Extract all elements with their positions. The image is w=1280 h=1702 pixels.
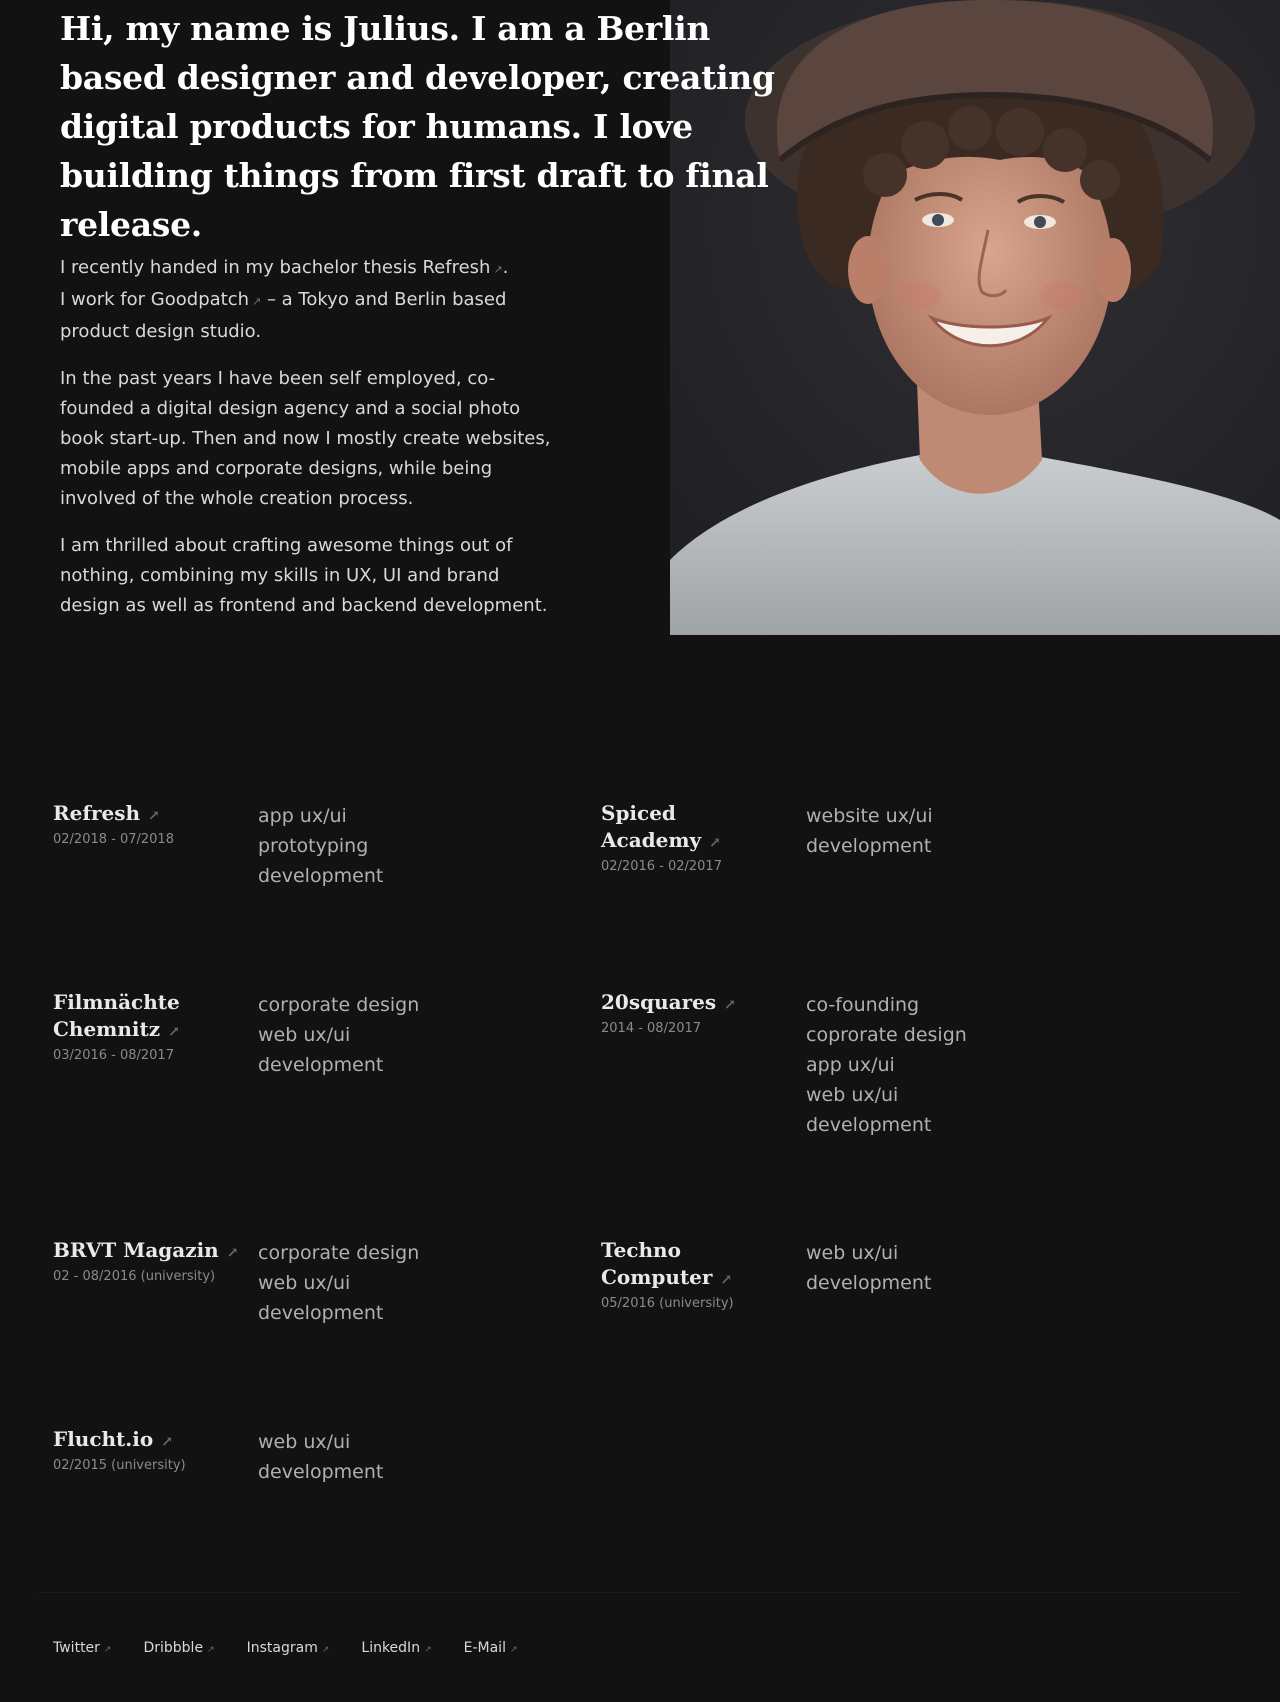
dribbble-link-label: Dribbble xyxy=(143,1640,204,1656)
intro-text-segment: – a Tokyo and Berlin based product design studio. xyxy=(60,289,507,342)
project-tag: development xyxy=(258,1054,384,1076)
external-link-icon: ↗ xyxy=(207,1645,215,1655)
project-item xyxy=(53,989,593,1076)
project-date: 02/2018 - 07/2018 xyxy=(53,832,174,847)
external-link-icon: ↗ xyxy=(509,1645,518,1655)
project-tag: development xyxy=(258,1461,384,1483)
project-tag: development xyxy=(806,1114,932,1136)
project-date: 03/2016 - 08/2017 xyxy=(53,1048,174,1063)
project-tag: coprorate design xyxy=(806,1024,967,1046)
footer-social-links xyxy=(53,1638,550,1660)
project-link[interactable] xyxy=(53,1237,253,1267)
project-date: 05/2016 (university) xyxy=(601,1296,734,1311)
project-link[interactable] xyxy=(601,989,791,1019)
project-item xyxy=(601,989,1141,1136)
intro-paragraph-3: I am thrilled about crafting awesome things out of nothing, combining my skills in UX, UI and brand design as well as frontend and backend development. xyxy=(60,535,548,616)
project-tag: development xyxy=(806,835,932,857)
intro-text xyxy=(60,253,560,638)
footer-divider xyxy=(38,1592,1240,1593)
instagram-link-label: Instagram xyxy=(246,1640,318,1656)
intro-paragraph-1 xyxy=(60,253,560,347)
project-name: Refresh xyxy=(53,801,141,825)
hero-title: Hi, my name is Julius. I am a Berlin based designer and developer, creating digital products for humans. I love building things from first draft to final release. xyxy=(60,9,775,244)
project-date: 02/2015 (university) xyxy=(53,1458,186,1473)
external-link-icon: ↗ xyxy=(161,1434,173,1450)
external-link-icon: ↗ xyxy=(168,1024,180,1040)
project-tags xyxy=(258,1238,419,1328)
goodpatch-link-label: Goodpatch xyxy=(150,289,250,310)
project-tags xyxy=(806,801,933,861)
twitter-link-label: Twitter xyxy=(53,1640,100,1656)
external-link-icon: ↗ xyxy=(493,263,503,276)
project-name: BRVT Magazin xyxy=(53,1238,219,1262)
linkedin-link[interactable] xyxy=(361,1638,431,1660)
external-link-icon: ↗ xyxy=(321,1645,330,1655)
project-link[interactable] xyxy=(601,1237,806,1294)
project-tag: corporate design xyxy=(258,1242,420,1264)
project-name: Filmnächte Chemnitz xyxy=(53,990,180,1041)
project-tag: development xyxy=(258,865,384,887)
project-tag: app ux/ui xyxy=(806,1054,895,1076)
intro-paragraph-2: In the past years I have been self employed, co-founded a digital design agency and a social photo book start-up. Then and now I mostly create websites, mobile apps and corporate designs, while being involved of the whole creation process. xyxy=(60,368,551,509)
project-tags xyxy=(258,990,419,1080)
external-link-icon: ↗ xyxy=(148,808,160,824)
instagram-link[interactable] xyxy=(247,1638,330,1660)
linkedin-link-label: LinkedIn xyxy=(361,1640,421,1656)
intro-text-segment: . xyxy=(502,257,509,278)
project-tag: corporate design xyxy=(258,994,420,1016)
project-link[interactable] xyxy=(601,800,801,857)
external-link-icon: ↗ xyxy=(226,1245,239,1261)
twitter-link[interactable] xyxy=(53,1638,111,1660)
project-tag: development xyxy=(806,1272,932,1294)
project-item xyxy=(601,800,1141,874)
goodpatch-link[interactable] xyxy=(151,289,261,310)
project-tag: web ux/ui xyxy=(258,1431,351,1453)
external-link-icon: ↗ xyxy=(724,997,736,1013)
project-tags xyxy=(806,990,967,1140)
project-date: 02 - 08/2016 (university) xyxy=(53,1269,216,1284)
project-tags xyxy=(806,1238,931,1298)
project-link[interactable] xyxy=(53,800,243,830)
project-tag: web ux/ui xyxy=(806,1084,899,1106)
external-link-icon: ↗ xyxy=(720,1272,733,1288)
project-item xyxy=(53,1426,593,1483)
project-item xyxy=(53,1237,593,1324)
project-tag: web ux/ui xyxy=(258,1272,351,1294)
projects-list xyxy=(53,800,1203,1540)
intro-text-segment: I work for xyxy=(60,289,151,310)
project-tags xyxy=(258,1427,383,1487)
project-link[interactable] xyxy=(53,989,203,1046)
intro-text-segment: I recently handed in my bachelor thesis xyxy=(60,257,423,278)
project-name: Flucht.io xyxy=(53,1427,154,1451)
dribbble-link[interactable] xyxy=(143,1638,214,1660)
external-link-icon: ↗ xyxy=(103,1645,112,1655)
project-tag: development xyxy=(258,1302,384,1324)
project-tag: prototyping xyxy=(258,835,369,857)
project-name: Spiced Academy xyxy=(601,801,702,852)
project-tag: web ux/ui xyxy=(258,1024,351,1046)
project-item xyxy=(601,1237,1141,1311)
project-tag: website ux/ui xyxy=(806,805,933,827)
project-tags xyxy=(258,801,383,891)
project-date: 02/2016 - 02/2017 xyxy=(601,859,722,874)
email-link-label: E-Mail xyxy=(463,1640,506,1656)
project-name: 20squares xyxy=(601,990,717,1014)
project-tag: web ux/ui xyxy=(806,1242,899,1264)
project-tag: co-founding xyxy=(806,994,920,1016)
external-link-icon: ↗ xyxy=(252,295,262,308)
project-date: 2014 - 08/2017 xyxy=(601,1021,702,1036)
project-link[interactable] xyxy=(53,1426,243,1456)
refresh-link-label: Refresh xyxy=(422,257,491,278)
external-link-icon: ↗ xyxy=(424,1645,432,1655)
project-name: Techno Computer xyxy=(601,1238,713,1289)
project-item xyxy=(53,800,593,887)
project-tag: app ux/ui xyxy=(258,805,347,827)
external-link-icon: ↗ xyxy=(709,835,721,851)
refresh-link[interactable] xyxy=(422,257,502,278)
email-link[interactable] xyxy=(464,1638,518,1660)
